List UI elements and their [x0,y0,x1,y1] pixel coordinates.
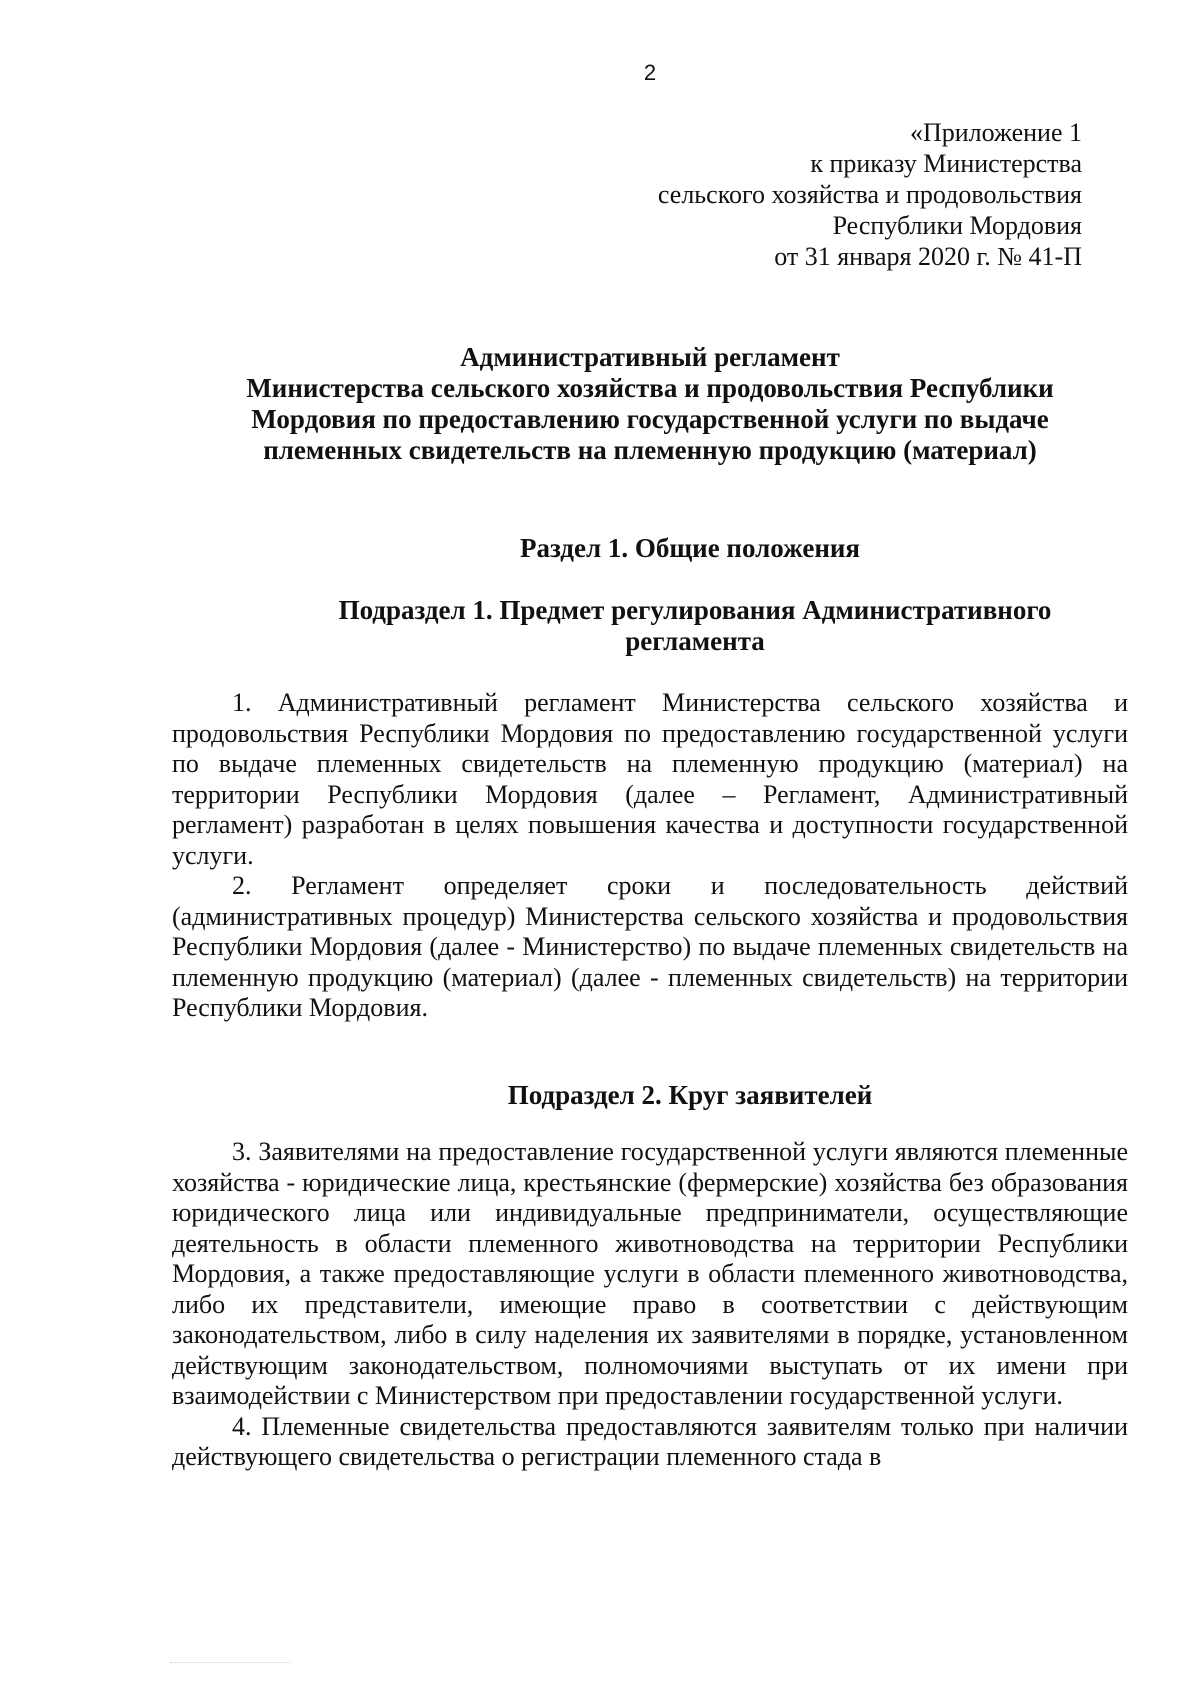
paragraph-1: 1. Административный регламент Министерства сельского хозяйства и продовольствия Республики Мордовия по предоставлению государственной услуги по выдаче племенных свидетельств на племенную продукцию (материал) на территории Республики Мордовия (далее – Регламент, Административный регламент) разработан в целях повышения качества и доступности государственной услуги. [172,688,1128,870]
appendix-line: от 31 января 2020 г. № 41-П [774,242,1082,271]
subsection-1-body [172,688,1128,1024]
paragraph-3: 3. Заявителями на предоставление государственной услуги являются племенные хозяйства - юридические лица, крестьянские (фермерские) хозяйства без образования юридического лица или индивидуальные предприниматели, осуществляющие деятельность в области племенного животноводства на территории Республики Мордовия, а также предоставляющие услуги в области племенного животноводства, либо их представители, имеющие право в соответствии с действующим законодательством, либо в силу наделения их заявителями в порядке, установленном действующим законодательством, полномочиями выступать от их имени при взаимодействии с Министерством при предоставлении государственной услуги. [172,1137,1128,1410]
document-title [172,342,1128,466]
appendix-line: сельского хозяйства и продовольствия [657,180,1082,209]
subsection-2-body [172,1137,1128,1473]
subsection-1-heading-line: Подраздел 1. Предмет регулирования Административного [338,595,1052,625]
appendix-line: Республики Мордовия [832,211,1082,240]
subsection-2-heading: Подраздел 2. Круг заявителей [507,1080,873,1110]
appendix-reference [658,117,1082,272]
paragraph-4: 4. Племенные свидетельства предоставляются заявителям только при наличии действующего свидетельства о регистрации племенного стада в [172,1411,1128,1471]
title-line: Министерства сельского хозяйства и продовольствия Республики [246,373,1054,403]
paragraph-2: 2. Регламент определяет сроки и последовательность действий (административных процедур) Министерства сельского хозяйства и продовольствия Республики Мордовия (далее - Министерство) по выдаче племенных свидетельств на племенную продукцию (материал) (далее - племенных свидетельств) на территории Республики Мордовия. [172,871,1128,1022]
page-number: 2 [643,60,657,85]
title-line: племенных свидетельств на племенную продукцию (материал) [263,435,1037,465]
section-1-heading: Раздел 1. Общие положения [519,533,861,563]
subsection-1-heading-line: регламента [625,626,765,656]
appendix-line: «Приложение 1 [909,118,1082,147]
appendix-line: к приказу Министерства [810,149,1082,178]
scan-artifact [170,1662,290,1669]
title-line: Мордовия по предоставлению государственной услуги по выдаче [251,404,1049,434]
subsection-1-heading [312,595,1078,657]
title-line: Административный регламент [460,342,840,372]
